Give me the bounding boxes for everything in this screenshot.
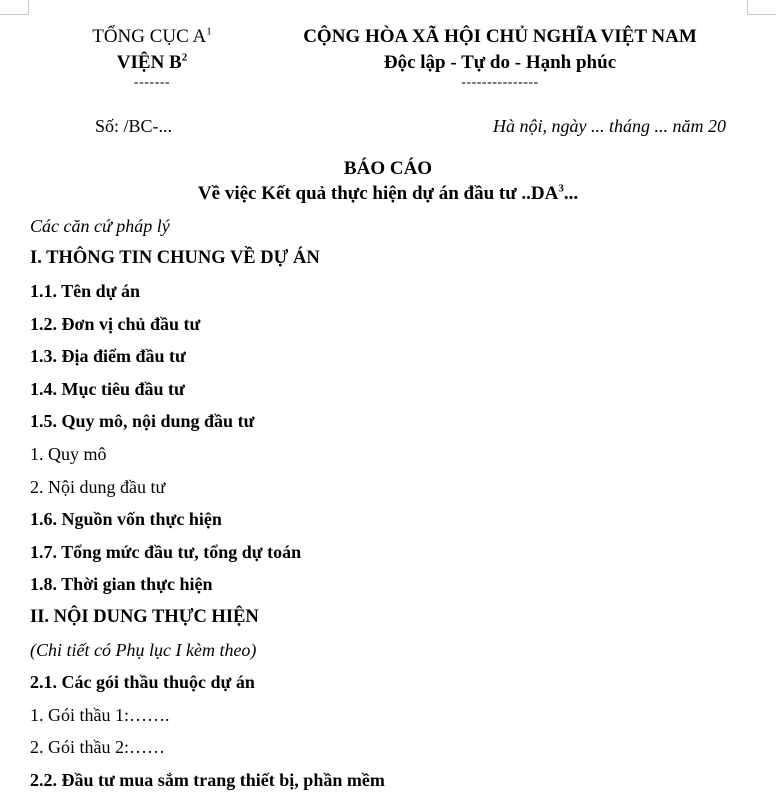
document-header	[0, 24, 776, 96]
subsection-heading: 2.2. Đầu tư mua sắm trang thiết bị, phần mềm	[30, 769, 385, 790]
agency-name	[62, 24, 242, 50]
report-subtitle-ellipsis: ...	[563, 183, 579, 204]
body-line: 2. Nội dung đầu tư	[30, 476, 166, 497]
body-line: 1. Gói thầu 1:…….	[30, 704, 170, 725]
institute-name-text: VIỆN B	[116, 52, 182, 73]
motto-divider: ---------------	[461, 75, 539, 90]
subsection-heading: 1.6. Nguồn vốn thực hiện	[30, 509, 222, 530]
national-block	[280, 24, 720, 90]
nation-name: CỘNG HÒA XÃ HỘI CHỦ NGHĨA VIỆT NAM	[303, 26, 697, 47]
subsection-heading: 1.2. Đơn vị chủ đầu tư	[30, 313, 201, 334]
national-motto: Độc lập - Tự do - Hạnh phúc	[383, 52, 617, 73]
place-and-date: Hà nội, ngày ... tháng ... năm 20	[493, 116, 726, 136]
institute-name	[62, 50, 242, 76]
body-line: 2. Gói thầu 2:……	[30, 737, 165, 758]
report-subtitle-text: Về việc Kết quả thực hiện dự án đầu tư ..DA	[197, 183, 559, 204]
section-heading: II. NỘI DUNG THỰC HIỆN	[30, 606, 259, 627]
institute-footnote-mark: 2	[181, 51, 188, 64]
agency-footnote-mark: 1	[206, 25, 212, 38]
subtitle-footnote-mark: 3	[558, 182, 564, 195]
body-line: (Chi tiết có Phụ lục I kèm theo)	[30, 639, 257, 660]
agency-block	[62, 24, 242, 90]
page-corner-mark-left	[0, 0, 29, 15]
report-subtitle	[0, 182, 776, 206]
subsection-heading: 1.8. Thời gian thực hiện	[30, 574, 213, 595]
agency-name-text: TỔNG CỤC A	[92, 26, 207, 47]
report-title-block	[0, 156, 776, 206]
subsection-heading: 1.5. Quy mô, nội dung đầu tư	[30, 411, 255, 432]
section-heading: I. THÔNG TIN CHUNG VỀ DỰ ÁN	[30, 248, 320, 269]
body-line: Các căn cứ pháp lý	[30, 215, 170, 236]
report-body	[30, 210, 750, 797]
subsection-heading: 1.3. Địa điểm đầu tư	[30, 346, 186, 367]
subsection-heading: 2.1. Các gói thầu thuộc dự án	[30, 672, 255, 693]
subsection-heading: 1.4. Mục tiêu đầu tư	[30, 378, 185, 399]
subsection-heading: 1.7. Tổng mức đầu tư, tổng dự toán	[30, 541, 302, 562]
report-title: BÁO CÁO	[343, 158, 433, 179]
agency-divider: -------	[133, 75, 171, 90]
reference-line	[0, 116, 776, 142]
body-line: 1. Quy mô	[30, 443, 107, 464]
subsection-heading: 1.1. Tên dự án	[30, 280, 141, 301]
page-corner-mark-right	[747, 0, 776, 15]
document-number: Số: /BC-...	[95, 116, 173, 136]
